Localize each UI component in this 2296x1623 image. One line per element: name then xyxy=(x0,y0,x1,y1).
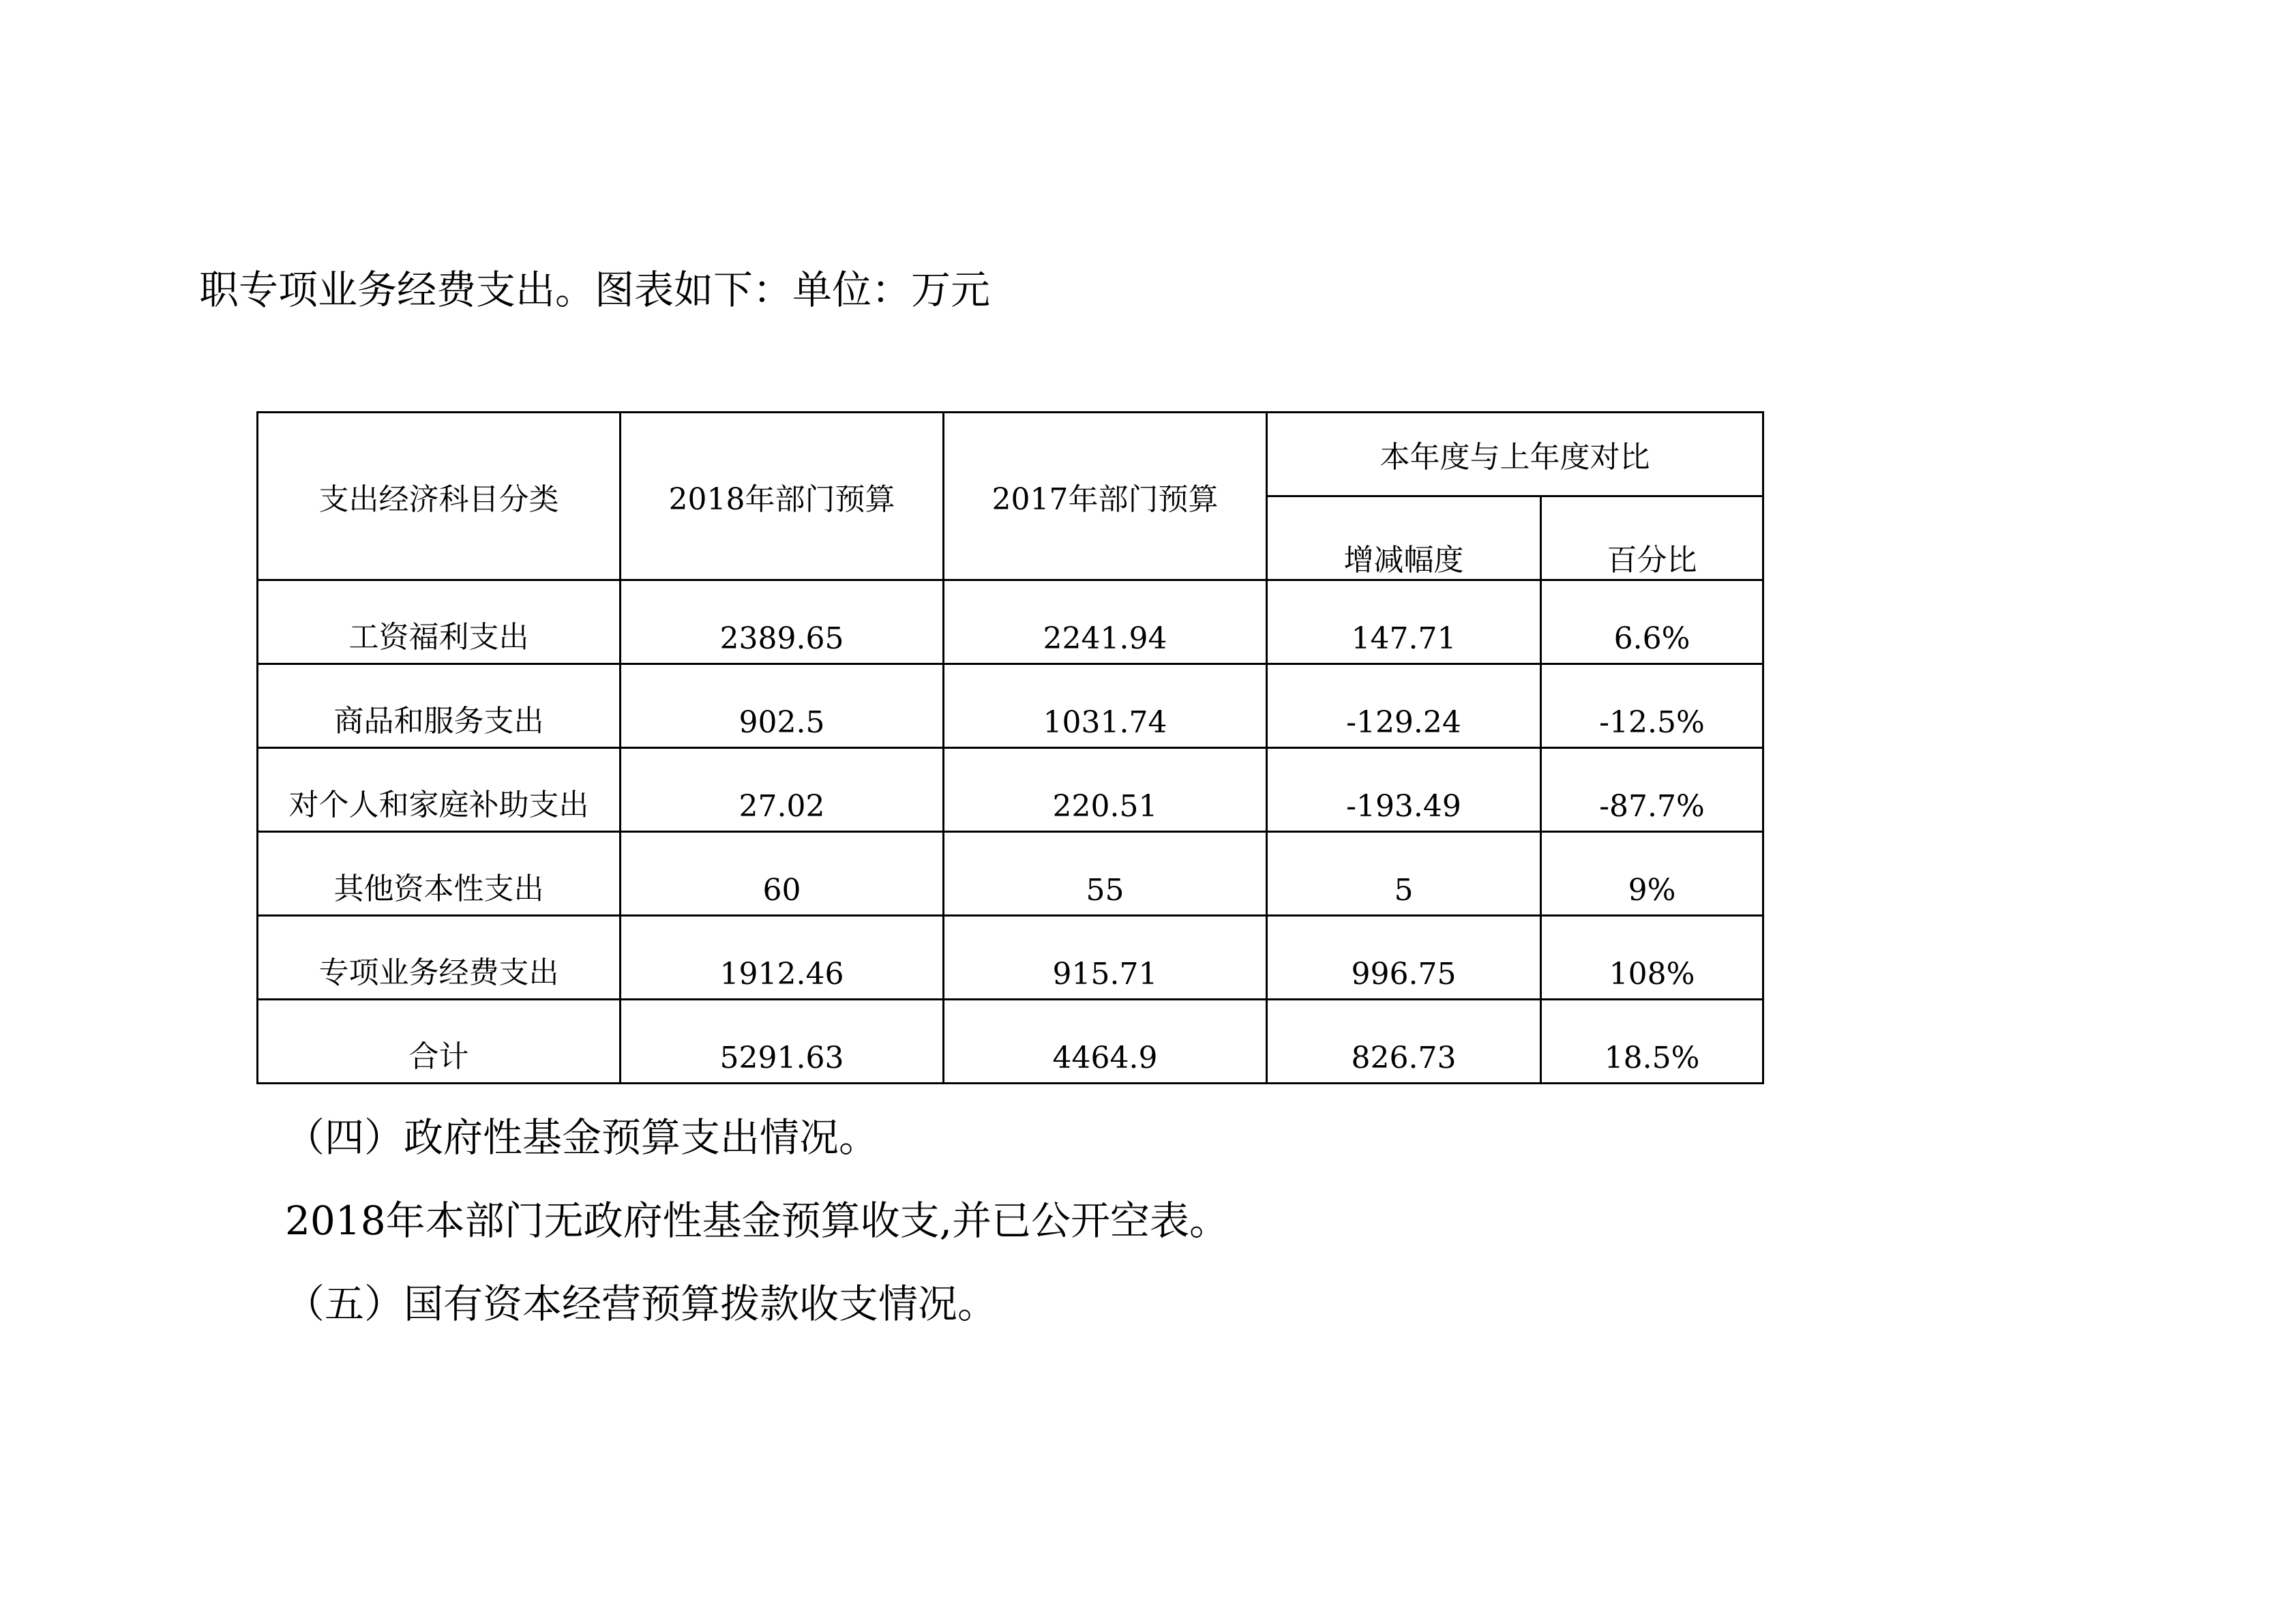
cell-budget-2018: 60 xyxy=(621,832,944,916)
table-row xyxy=(258,748,1763,832)
cell-budget-2018: 27.02 xyxy=(621,748,944,832)
cell-percent: 108% xyxy=(1541,916,1763,1000)
cell-budget-2017: 2241.94 xyxy=(944,580,1267,664)
cell-budget-2018: 2389.65 xyxy=(621,580,944,664)
cell-budget-2018: 902.5 xyxy=(621,664,944,748)
cell-budget-2017: 4464.9 xyxy=(944,1000,1267,1084)
cell-change: 826.73 xyxy=(1267,1000,1541,1084)
cell-category: 工资福利支出 xyxy=(258,580,621,664)
table-body xyxy=(258,580,1763,1084)
table-row xyxy=(258,832,1763,916)
cell-percent: -87.7% xyxy=(1541,748,1763,832)
cell-budget-2017: 915.71 xyxy=(944,916,1267,1000)
cell-category: 对个人和家庭补助支出 xyxy=(258,748,621,832)
header-change: 增减幅度 xyxy=(1267,496,1541,580)
cell-budget-2018: 1912.46 xyxy=(621,916,944,1000)
table-row xyxy=(258,1000,1763,1084)
header-row xyxy=(258,413,1763,496)
header-percent: 百分比 xyxy=(1541,496,1763,580)
header-budget-2017: 2017年部门预算 xyxy=(944,413,1267,580)
cell-category: 其他资本性支出 xyxy=(258,832,621,916)
section-5-heading: （五）国有资本经营预算拨款收支情况。 xyxy=(285,1281,998,1327)
cell-budget-2017: 220.51 xyxy=(944,748,1267,832)
intro-text: 职专项业务经费支出。图表如下：单位：万元 xyxy=(199,267,991,313)
cell-change: 996.75 xyxy=(1267,916,1541,1000)
cell-percent: 6.6% xyxy=(1541,580,1763,664)
budget-table xyxy=(256,411,1764,1084)
cell-change: 147.71 xyxy=(1267,580,1541,664)
cell-change: -129.24 xyxy=(1267,664,1541,748)
section-4-text: 2018年本部门无政府性基金预算收支,并已公开空表。 xyxy=(285,1197,1229,1244)
cell-change: -193.49 xyxy=(1267,748,1541,832)
cell-percent: 9% xyxy=(1541,832,1763,916)
cell-change: 5 xyxy=(1267,832,1541,916)
table-row xyxy=(258,916,1763,1000)
table-header xyxy=(258,413,1763,580)
cell-category: 专项业务经费支出 xyxy=(258,916,621,1000)
header-budget-2018: 2018年部门预算 xyxy=(621,413,944,580)
cell-percent: -12.5% xyxy=(1541,664,1763,748)
cell-category: 合计 xyxy=(258,1000,621,1084)
header-category: 支出经济科目分类 xyxy=(258,413,621,580)
header-comparison: 本年度与上年度对比 xyxy=(1267,413,1763,496)
cell-percent: 18.5% xyxy=(1541,1000,1763,1084)
section-4-heading: （四）政府性基金预算支出情况。 xyxy=(285,1114,879,1161)
table-row xyxy=(258,580,1763,664)
cell-budget-2018: 5291.63 xyxy=(621,1000,944,1084)
table-row xyxy=(258,664,1763,748)
cell-category: 商品和服务支出 xyxy=(258,664,621,748)
cell-budget-2017: 1031.74 xyxy=(944,664,1267,748)
cell-budget-2017: 55 xyxy=(944,832,1267,916)
